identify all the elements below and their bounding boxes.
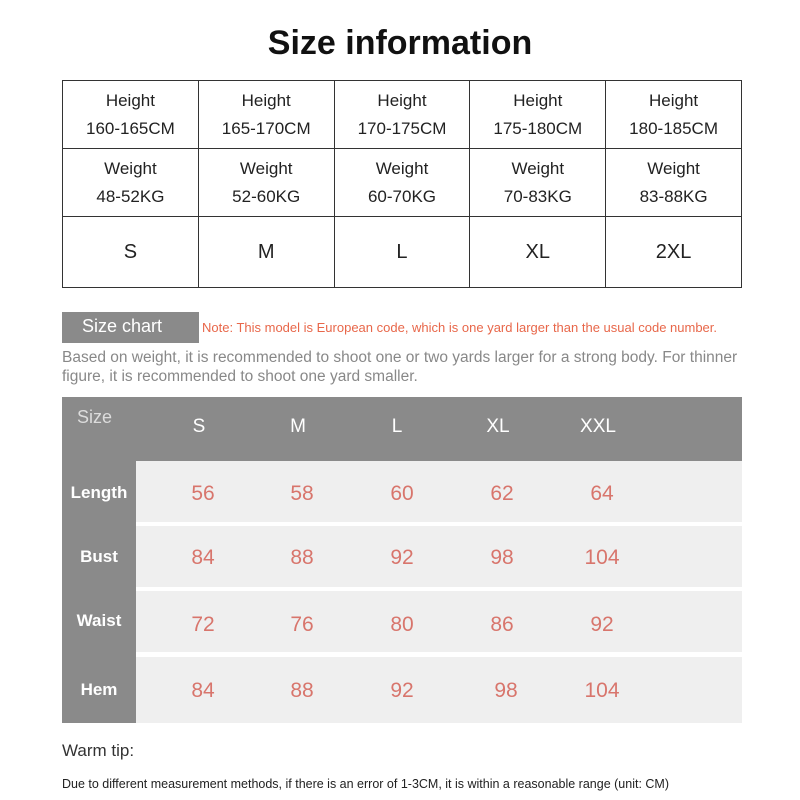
size-header-xxl: XXL (580, 416, 616, 437)
value-cell: 104 (584, 679, 620, 702)
height-cell: Height 160-165CM (63, 81, 199, 149)
value-cell: 64 (590, 482, 614, 505)
weight-cell: Weight 52-60KG (198, 149, 334, 217)
value-cell: 84 (191, 546, 215, 569)
value-cell: 92 (390, 679, 414, 702)
page-title: Size information (267, 24, 533, 62)
height-cell: Height 180-185CM (606, 81, 742, 149)
value-cell: 72 (191, 613, 215, 636)
row-label-hem: Hem (80, 680, 118, 699)
size-cell: M (198, 217, 334, 288)
sizing-advice: Based on weight, it is recommended to shoot one or two yards larger for a strong body. For thinner figure, it is recommended to shoot one yard smaller. (62, 349, 738, 385)
height-cell: Height 165-170CM (198, 81, 334, 149)
row-label-waist: Waist (76, 611, 122, 630)
value-cell: 92 (390, 546, 414, 569)
warm-tip-title: Warm tip: (62, 741, 135, 760)
value-cell: 98 (490, 546, 514, 569)
size-header-l: L (391, 416, 403, 437)
weight-cell: Weight 48-52KG (63, 149, 199, 217)
size-corner-label: Size (77, 407, 113, 427)
row-label-length: Length (70, 483, 128, 502)
weight-cell: Weight 70-83KG (470, 149, 606, 217)
size-row (63, 217, 742, 288)
row-label-bust: Bust (80, 547, 118, 566)
value-cell: 88 (290, 546, 314, 569)
size-chart-badge: Size chart (62, 312, 199, 343)
size-header-xl: XL (486, 416, 510, 437)
size-cell: L (334, 217, 470, 288)
value-cell: 98 (494, 679, 518, 702)
size-header-s: S (192, 416, 206, 437)
value-cell: 88 (290, 679, 314, 702)
height-cell: Height 175-180CM (470, 81, 606, 149)
value-cell: 76 (290, 613, 314, 636)
value-cell: 56 (191, 482, 215, 505)
weight-row (63, 149, 742, 217)
value-cell: 92 (590, 613, 614, 636)
size-header-m: M (290, 416, 306, 437)
warm-tip-text: Due to different measurement methods, if there is an error of 1-3CM, it is within a reasonable range (unit: CM) (62, 777, 669, 791)
european-code-note: Note: This model is European code, which is one yard larger than the usual code number. (202, 320, 718, 335)
size-cell: S (63, 217, 199, 288)
value-cell: 62 (490, 482, 514, 505)
size-cell: 2XL (606, 217, 742, 288)
weight-cell: Weight 60-70KG (334, 149, 470, 217)
size-cell: XL (470, 217, 606, 288)
height-cell: Height 170-175CM (334, 81, 470, 149)
value-cell: 86 (490, 613, 514, 636)
value-cell: 58 (290, 482, 314, 505)
value-cell: 60 (390, 482, 414, 505)
weight-cell: Weight 83-88KG (606, 149, 742, 217)
height-row (63, 81, 742, 149)
value-cell: 84 (191, 679, 215, 702)
size-recommendation-table (62, 80, 742, 288)
value-cell: 104 (584, 546, 620, 569)
value-cell: 80 (390, 613, 414, 636)
measurement-grid (62, 397, 742, 723)
